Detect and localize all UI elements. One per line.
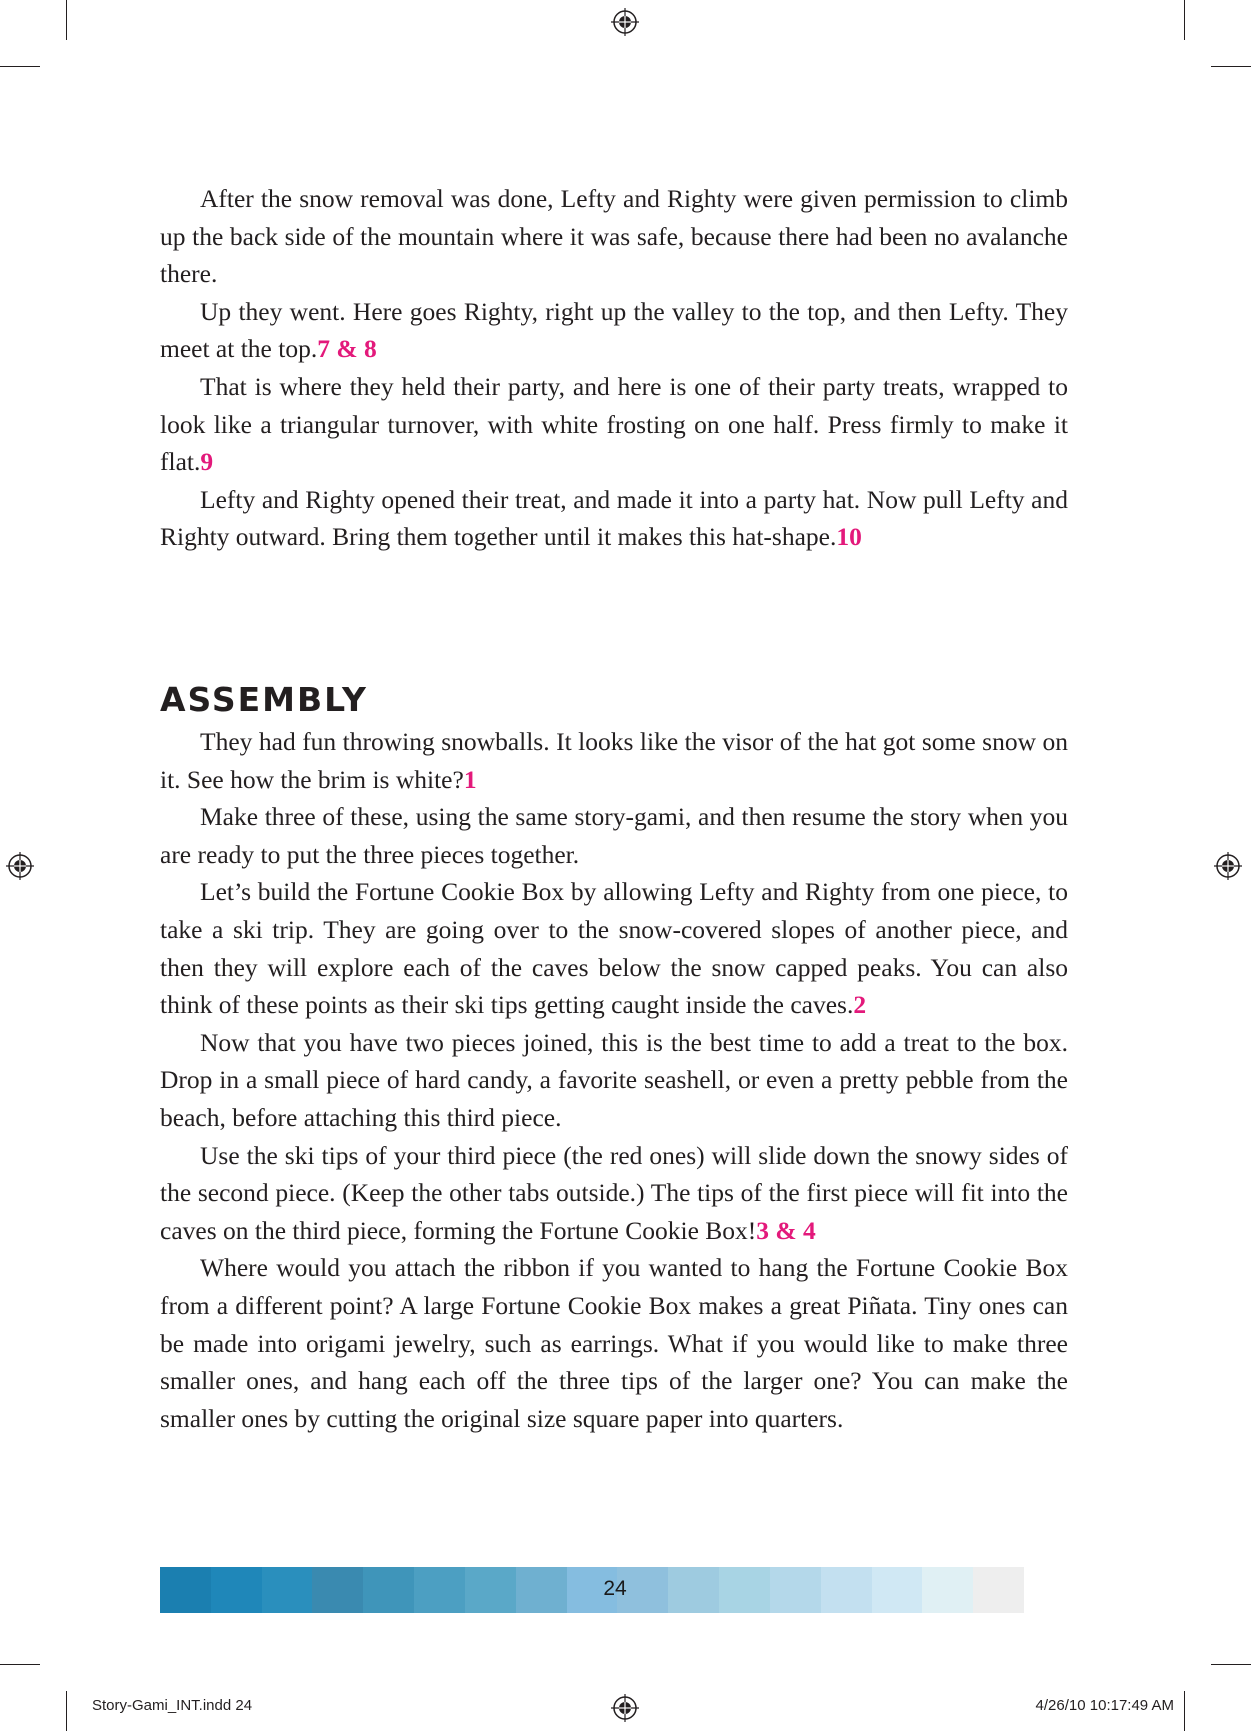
figure-reference: 9 (200, 447, 214, 477)
figure-reference: 1 (463, 764, 477, 794)
paragraph: That is where they held their party, and here is one of their party treats, wrapped to look like a triangular turnover, with white frosting on one half. Press firmly to make it flat.9 (160, 371, 1068, 477)
page-number: 24 (603, 1577, 627, 1600)
paragraph: Let’s build the Fortune Cookie Box by allowing Lefty and Righty from one piece, to take a ski trip. They are going over to the snow-covered slopes of another piece, and then they will explore each of the caves below the snow capped peaks. You can also think of these points as their ski tips getting caught inside the caves.2 (160, 877, 1068, 1020)
slug-file-name: Story-Gami_INT.indd 24 (92, 1697, 253, 1714)
paragraph: After the snow removal was done, Lefty and Righty were given permission to climb up the back side of the mountain where it was safe, because there had been no avalanche there. (160, 184, 1068, 289)
registration-mark-icon (611, 8, 639, 36)
bar-segment (516, 1567, 567, 1613)
paragraph: Now that you have two pieces joined, this is the best time to add a treat to the box. Drop in a small piece of hard candy, a favorite seashell, or even a pretty pebble from the beach, before attaching this third piece. (160, 1027, 1068, 1132)
bar-segment (770, 1567, 821, 1613)
bar-segment (465, 1567, 516, 1613)
story-text (160, 180, 1068, 556)
bar-segment (160, 1567, 211, 1613)
paragraph: Lefty and Righty opened their treat, and made it into a party hat. Now pull Lefty and Righty outward. Bring them together until it makes this hat-shape.10 (160, 484, 1068, 552)
figure-reference: 10 (836, 522, 862, 552)
crop-mark (1211, 1664, 1251, 1665)
assembly-text (160, 723, 1068, 1437)
paragraph: Use the ski tips of your third piece (the red ones) will slide down the snowy sides of the second piece. (Keep the other tabs outside.) The tips of the first piece will fit into the caves on the third piece, forming the Fortune Cookie Box!3 & 4 (160, 1140, 1068, 1245)
bar-segment (363, 1567, 414, 1613)
crop-mark (66, 0, 67, 40)
registration-mark-icon (6, 852, 34, 880)
crop-mark (1184, 1691, 1185, 1731)
crop-mark (0, 66, 40, 67)
bar-segment (211, 1567, 262, 1613)
bar-segment (872, 1567, 923, 1613)
paragraph: Make three of these, using the same story-gami, and then resume the story when you are ready to put the three pieces together. (160, 802, 1068, 869)
bar-segment (312, 1567, 363, 1613)
bar-segment (821, 1567, 872, 1613)
paragraph: Where would you attach the ribbon if you wanted to hang the Fortune Cookie Box from a different point? A large Fortune Cookie Box makes a great Piñata. Tiny ones can be made into origami jewelry, such as earrings. What if you would like to make three smaller ones, and hang each off the three tips of the larger one? You can make the smaller ones by cutting the original size square paper into quarters. (160, 1253, 1068, 1433)
registration-mark-icon (1214, 852, 1242, 880)
bar-segment (973, 1567, 1024, 1613)
paragraph: Up they went. Here goes Righty, right up the valley to the top, and then Lefty. They meet at the top.7 & 8 (160, 296, 1068, 364)
registration-mark-icon (611, 1694, 639, 1722)
crop-mark (0, 1664, 40, 1665)
bar-segment (719, 1567, 770, 1613)
bar-segment (922, 1567, 973, 1613)
crop-mark (66, 1691, 67, 1731)
figure-reference: 7 & 8 (317, 334, 377, 364)
figure-reference: 3 & 4 (756, 1215, 816, 1245)
bar-segment (414, 1567, 465, 1613)
bar-segment (668, 1567, 719, 1613)
crop-mark (1211, 66, 1251, 67)
crop-mark (1184, 0, 1185, 40)
bar-segment (262, 1567, 313, 1613)
section-heading: ASSEMBLY (160, 680, 368, 719)
figure-reference: 2 (853, 990, 867, 1020)
slug-timestamp: 4/26/10 10:17:49 AM (1035, 1697, 1174, 1714)
paragraph: They had fun throwing snowballs. It looks like the visor of the hat got some snow on it. See how the brim is white?1 (160, 727, 1068, 794)
